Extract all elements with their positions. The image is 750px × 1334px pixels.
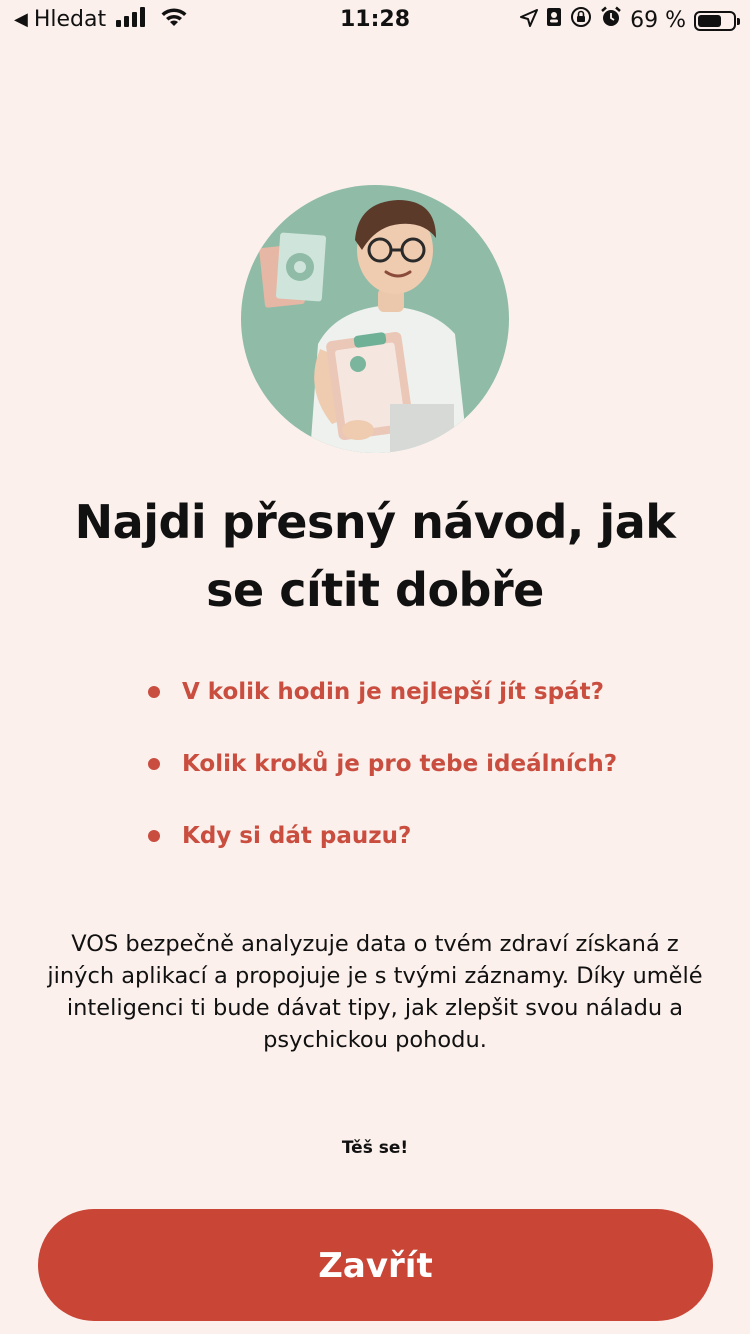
battery-fill	[698, 15, 721, 27]
alarm-icon	[600, 6, 622, 36]
list-item	[148, 668, 668, 716]
rotation-lock-icon	[570, 6, 592, 36]
bullet-dot-icon	[148, 830, 160, 842]
status-bar	[0, 0, 750, 40]
back-arrow-icon[interactable]: ◀	[14, 9, 28, 30]
status-bar-right	[520, 6, 736, 36]
list-item	[148, 812, 668, 860]
list-item	[148, 740, 668, 788]
battery-tip	[737, 18, 740, 25]
bullet-text: Kdy si dát pauzu?	[182, 823, 412, 849]
location-icon	[520, 7, 538, 35]
id-card-icon	[546, 7, 562, 35]
page-title: Najdi přesný návod, jak se cítit dobře	[74, 495, 676, 617]
description-text: VOS bezpečně analyzuje data o tvém zdraví získaná z jiných aplikací a propojuje je s tvými záznamy. Díky umělé inteligenci ti bude dávat tipy, jak zlepšit svou náladu a psychickou pohodu.	[47, 931, 703, 1053]
battery-icon	[694, 11, 736, 31]
close-button[interactable]: Zavřít	[38, 1209, 713, 1321]
benefit-list	[148, 668, 668, 884]
bullet-text: V kolik hodin je nejlepší jít spát?	[182, 679, 604, 705]
doctor-avatar-illustration	[240, 184, 510, 454]
back-to-app-label[interactable]: Hledat	[33, 7, 107, 32]
bullet-dot-icon	[148, 758, 160, 770]
battery-percent: 69 %	[630, 8, 686, 33]
status-time: 11:28	[339, 7, 411, 32]
bullet-text: Kolik kroků je pro tebe ideálních?	[182, 751, 618, 777]
bullet-dot-icon	[148, 686, 160, 698]
greeting-text: Těš se!	[341, 1138, 409, 1158]
